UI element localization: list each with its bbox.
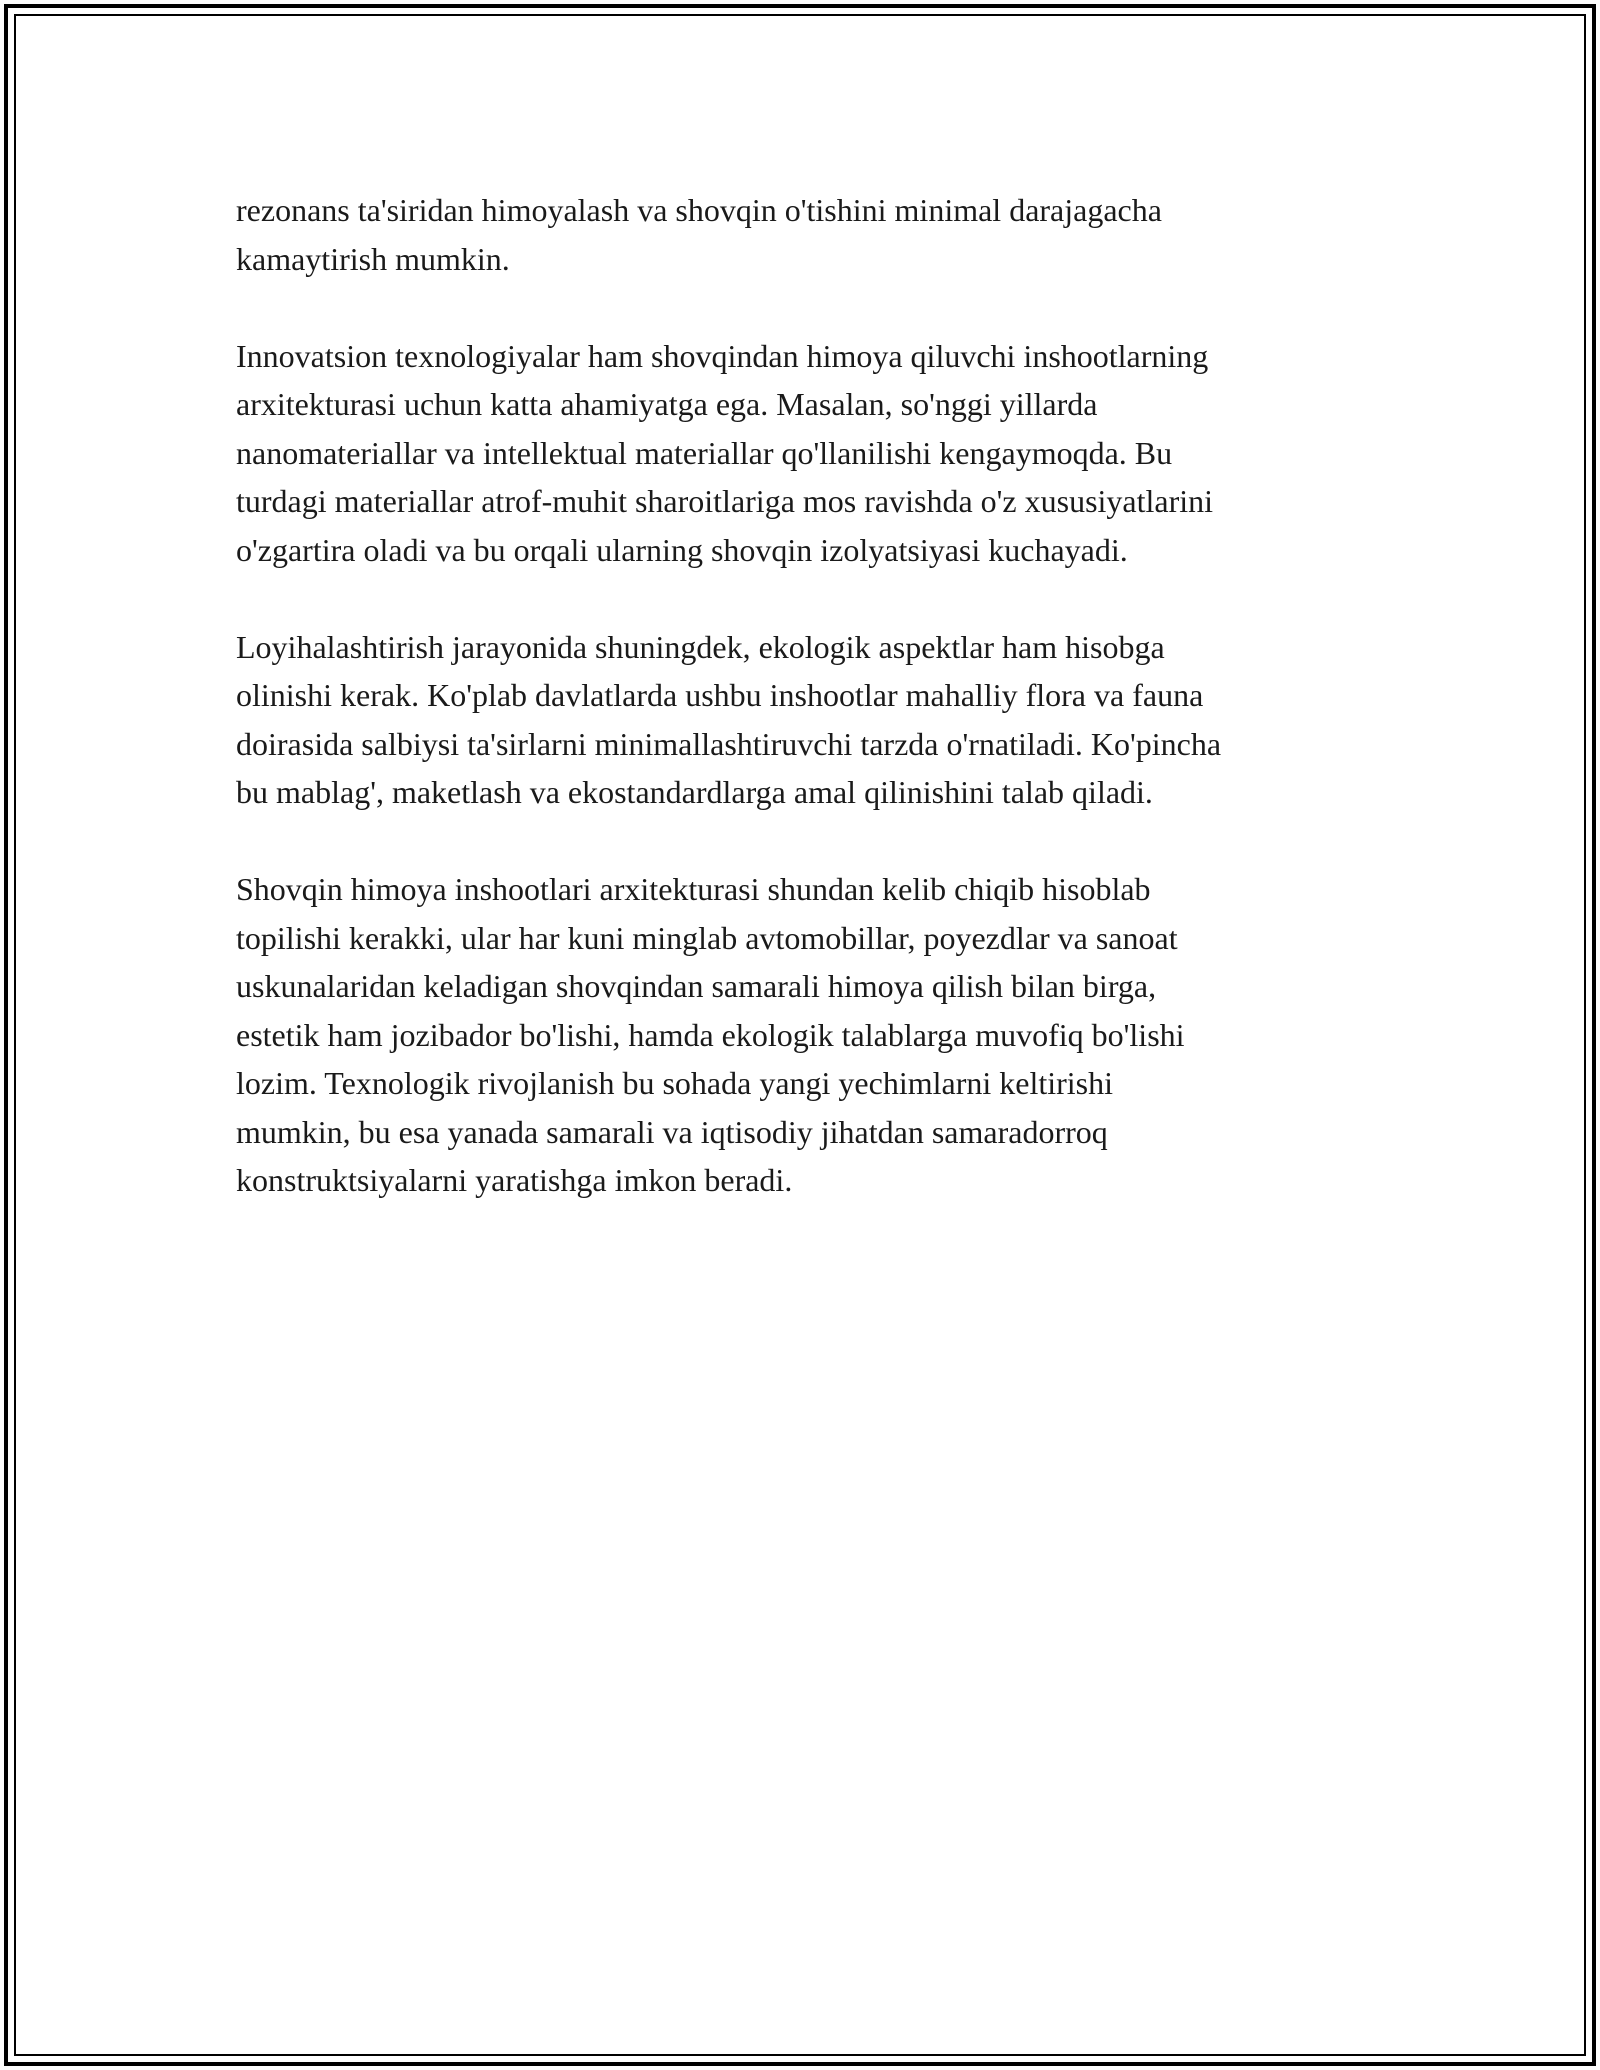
paragraph: Shovqin himoya inshootlari arxitekturasi shundan kelib chiqib hisoblab topilishi kerakki, ular har kuni minglab avtomobillar, poyezdlar va sanoat uskunalaridan keladigan shovqindan samarali himoya qilish bilan birga, estetik ham jozibador bo'lishi, hamda ekologik talablarga muvofiq bo'lishi lozim. Texnologik rivojlanish bu sohada yangi yechimlarni keltirishi mumkin, bu esa yanada samarali va iqtisodiy jihatdan samaradorroq konstruktsiyalarni yaratishga imkon beradi. <box>236 871 1185 1198</box>
paragraph: rezonans ta'siridan himoyalash va shovqin o'tishini minimal darajagacha kamaytirish mumkin. <box>236 192 1162 277</box>
document-body <box>236 186 1386 1253</box>
paragraph: Loyihalashtirish jarayonida shuningdek, ekologik aspektlar ham hisobga olinishi kerak. Ko'plab davlatlarda ushbu inshootlar mahalliy flora va fauna doirasida salbiysi ta'sirlarni minimallashtiruvchi tarzda o'rnatiladi. Ko'pincha bu mablag', maketlash va ekostandardlarga amal qilinishini talab qiladi. <box>236 628 1222 810</box>
paragraph: Innovatsion texnologiyalar ham shovqindan himoya qiluvchi inshootlarning arxitekturasi uchun katta ahamiyatga ega. Masalan, so'nggi yillarda nanomateriallar va intellektual materiallar qo'llanilishi kengaymoqda. Bu turdagi materiallar atrof-muhit sharoitlariga mos ravishda o'z xususiyatlarini o'zgartira oladi va bu orqali ularning shovqin izolyatsiyasi kuchayadi. <box>236 337 1214 568</box>
